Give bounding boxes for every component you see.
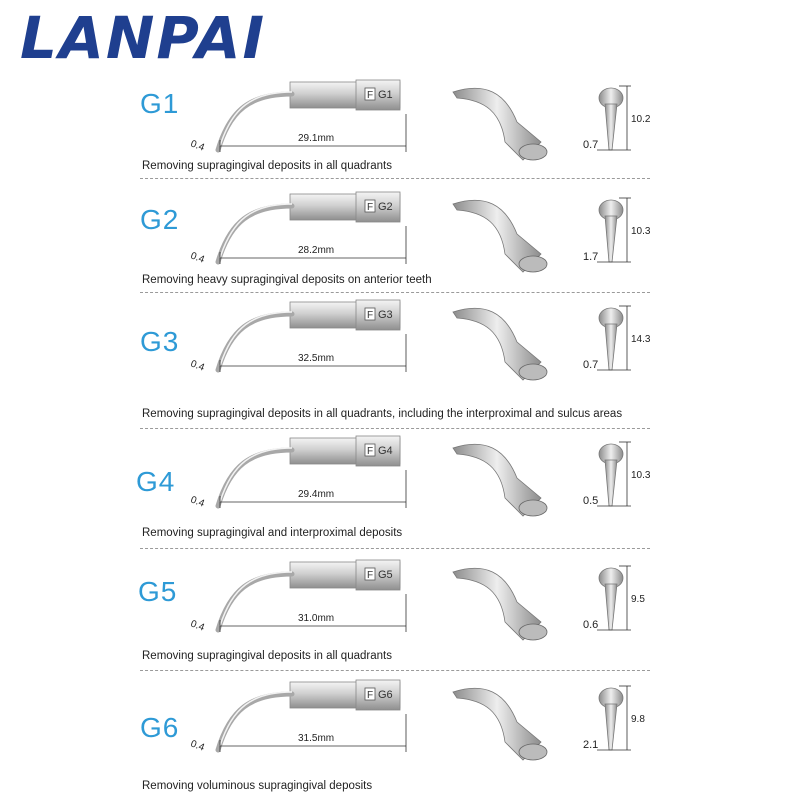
tip-code-g1: G1 xyxy=(140,88,180,119)
tip-perspective-view xyxy=(445,562,555,652)
tip-length-label: 31.5mm xyxy=(298,733,335,744)
tip-side-view xyxy=(180,560,450,650)
tip-length-label: 32.5mm xyxy=(298,353,335,364)
tip-side-view xyxy=(180,192,450,282)
tip-height-label: 14.3 xyxy=(631,334,651,345)
brand-logo xyxy=(20,6,400,66)
tip-width-label: 0.4 xyxy=(188,358,206,374)
tip-description: Removing supragingival deposits in all quadrants xyxy=(142,160,392,172)
tip-curve xyxy=(218,206,292,262)
tip-code-g4: G4 xyxy=(136,466,176,497)
tip-curve xyxy=(218,450,292,506)
tip-width-label: 0.4 xyxy=(188,138,206,154)
tip-base-width-label: 0.7 xyxy=(583,359,599,371)
tip-tag-label: G1 xyxy=(378,89,393,101)
row-divider xyxy=(140,670,650,671)
tip-front-view xyxy=(575,564,685,654)
tip-description: Removing voluminous supragingival deposits xyxy=(142,780,373,792)
tip-base-width-label: 0.6 xyxy=(583,619,599,631)
tip-front-view xyxy=(575,84,685,174)
tip-front-view xyxy=(575,304,685,394)
tip-base-width-label: 0.7 xyxy=(583,139,599,151)
tip-perspective-view xyxy=(445,194,555,284)
tip-brand-mark-letter: F xyxy=(367,202,374,213)
brand-logo-text: LANPAI xyxy=(20,6,267,66)
tip-front-view xyxy=(575,684,685,774)
tip-curve xyxy=(218,694,292,750)
tip-side-view xyxy=(180,436,450,526)
tip-description: Removing supragingival deposits in all quadrants, including the interproximal and sulcus areas xyxy=(142,408,623,420)
row-divider xyxy=(140,292,650,293)
tip-front-view xyxy=(575,440,685,530)
tip-width-label: 0.4 xyxy=(188,618,206,634)
tip-brand-mark-letter: F xyxy=(367,90,374,101)
tip-height-label: 9.8 xyxy=(631,714,645,725)
tip-length-label: 29.4mm xyxy=(298,489,335,500)
tip-brand-mark-letter: F xyxy=(367,570,374,581)
tip-curve xyxy=(218,314,292,370)
tip-perspective-view xyxy=(445,438,555,528)
tip-description: Removing heavy supragingival deposits on anterior teeth xyxy=(142,274,432,286)
tip-height-label: 10.3 xyxy=(631,226,651,237)
tip-code-g6: G6 xyxy=(140,712,180,743)
tip-curve xyxy=(218,574,292,630)
tip-length-label: 31.0mm xyxy=(298,613,335,624)
tip-side-view xyxy=(180,80,450,170)
tip-width-label: 0.4 xyxy=(188,494,206,510)
tip-side-view xyxy=(180,300,450,390)
tip-code-g3: G3 xyxy=(140,326,180,357)
tip-description: Removing supragingival deposits in all quadrants xyxy=(142,650,392,662)
tip-brand-mark-letter: F xyxy=(367,310,374,321)
tip-tag-label: G5 xyxy=(378,569,393,581)
tip-length-label: 28.2mm xyxy=(298,245,335,256)
row-divider xyxy=(140,548,650,549)
tip-side-view xyxy=(180,680,450,770)
tip-perspective-view xyxy=(445,682,555,772)
tip-base-width-label: 2.1 xyxy=(583,739,599,751)
tip-length-label: 29.1mm xyxy=(298,133,335,144)
tip-tag-label: G2 xyxy=(378,201,393,213)
tip-code-g2: G2 xyxy=(140,204,180,235)
tip-description: Removing supragingival and interproximal deposits xyxy=(142,527,403,539)
row-divider xyxy=(140,178,650,179)
tip-height-label: 10.2 xyxy=(631,114,651,125)
tip-tag-label: G4 xyxy=(378,445,393,457)
tip-tag-label: G3 xyxy=(378,309,393,321)
tip-height-label: 9.5 xyxy=(631,594,645,605)
tip-width-label: 0.4 xyxy=(188,250,206,266)
tip-brand-mark-letter: F xyxy=(367,690,374,701)
tip-code-g5: G5 xyxy=(138,576,178,607)
tip-tag-label: G6 xyxy=(378,689,393,701)
tip-base-width-label: 0.5 xyxy=(583,495,599,507)
tip-perspective-view xyxy=(445,302,555,392)
tip-brand-mark-letter: F xyxy=(367,446,374,457)
row-divider xyxy=(140,428,650,429)
tip-front-view xyxy=(575,196,685,286)
tip-curve xyxy=(218,94,292,150)
tip-height-label: 10.3 xyxy=(631,470,651,481)
tip-width-label: 0.4 xyxy=(188,738,206,754)
tip-perspective-view xyxy=(445,82,555,172)
tip-base-width-label: 1.7 xyxy=(583,251,599,263)
